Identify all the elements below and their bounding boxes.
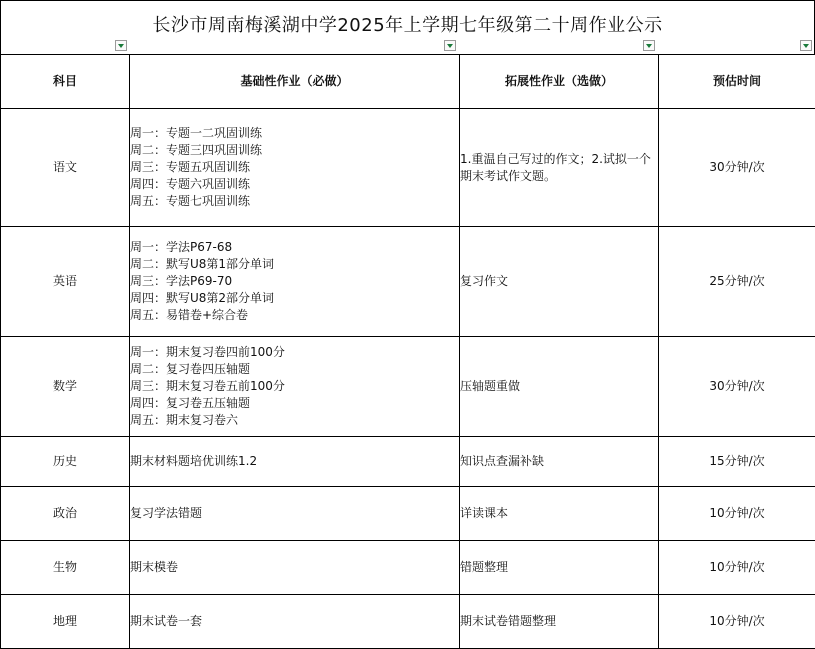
header-subject[interactable]: 科目 [1,55,130,109]
basic-homework-line: 期末模卷 [130,559,459,576]
subject-cell[interactable]: 生物 [1,541,130,595]
table-row [1,337,815,437]
basic-homework-cell[interactable] [130,109,460,227]
basic-homework-line: 周五：专题七巩固训练 [130,193,459,210]
extended-homework-cell[interactable] [460,487,659,541]
table-row [1,437,815,487]
basic-homework-cell[interactable] [130,337,460,437]
extended-homework-cell[interactable] [460,541,659,595]
extended-homework-text: 知识点查漏补缺 [460,453,658,470]
basic-homework-line: 周五：期末复习卷六 [130,412,459,429]
dropdown-arrow-icon [803,44,809,48]
header-basic[interactable]: 基础性作业（必做） [130,55,460,109]
estimated-time-cell[interactable]: 10分钟/次 [659,487,815,541]
extended-homework-cell[interactable] [460,227,659,337]
table-row [1,487,815,541]
header-time[interactable]: 预估时间 [659,55,815,109]
subject-cell[interactable]: 数学 [1,337,130,437]
header-row [1,55,815,109]
dropdown-arrow-icon [118,44,124,48]
extended-homework-cell[interactable] [460,109,659,227]
estimated-time-cell[interactable]: 25分钟/次 [659,227,815,337]
basic-homework-line: 周二：复习卷四压轴题 [130,361,459,378]
extended-homework-text: 详读课本 [460,505,658,522]
estimated-time-cell[interactable]: 30分钟/次 [659,337,815,437]
extended-homework-text: 1.重温自己写过的作文；2.试拟一个期末考试作文题。 [460,151,658,185]
basic-homework-line: 周三：期末复习卷五前100分 [130,378,459,395]
page-title: 长沙市周南梅溪湖中学2025年上学期七年级第二十周作业公示 [152,11,662,37]
basic-homework-line: 期末试卷一套 [130,613,459,630]
basic-homework-line: 期末材料题培优训练1.2 [130,453,459,470]
filter-button-subject[interactable] [115,40,127,51]
basic-homework-cell[interactable] [130,227,460,337]
extended-homework-text: 错题整理 [460,559,658,576]
table-row [1,227,815,337]
basic-homework-line: 周四：复习卷五压轴题 [130,395,459,412]
basic-homework-cell[interactable] [130,541,460,595]
subject-cell[interactable]: 地理 [1,595,130,649]
extended-homework-text: 期末试卷错题整理 [460,613,658,630]
table-row [1,109,815,227]
basic-homework-line: 周五：易错卷+综合卷 [130,307,459,324]
filter-button-time[interactable] [800,40,812,51]
filter-button-extended[interactable] [643,40,655,51]
header-extended[interactable]: 拓展性作业（选做） [460,55,659,109]
estimated-time-cell[interactable]: 10分钟/次 [659,595,815,649]
basic-homework-line: 周四：默写U8第2部分单词 [130,290,459,307]
estimated-time-cell[interactable]: 15分钟/次 [659,437,815,487]
extended-homework-text: 复习作文 [460,273,658,290]
table-row [1,541,815,595]
estimated-time-cell[interactable]: 30分钟/次 [659,109,815,227]
basic-homework-line: 周三：专题五巩固训练 [130,159,459,176]
extended-homework-cell[interactable] [460,337,659,437]
basic-homework-cell[interactable] [130,595,460,649]
subject-cell[interactable]: 历史 [1,437,130,487]
basic-homework-line: 周二：专题三四巩固训练 [130,142,459,159]
basic-homework-line: 周三：学法P69-70 [130,273,459,290]
homework-table [0,54,815,649]
extended-homework-cell[interactable] [460,437,659,487]
subject-cell[interactable]: 英语 [1,227,130,337]
dropdown-arrow-icon [646,44,652,48]
extended-homework-text: 压轴题重做 [460,378,658,395]
basic-homework-cell[interactable] [130,487,460,541]
dropdown-arrow-icon [447,44,453,48]
basic-homework-cell[interactable] [130,437,460,487]
basic-homework-line: 周一：期末复习卷四前100分 [130,344,459,361]
basic-homework-line: 周一：学法P67-68 [130,239,459,256]
filter-button-basic[interactable] [444,40,456,51]
basic-homework-line: 周一：专题一二巩固训练 [130,125,459,142]
extended-homework-cell[interactable] [460,595,659,649]
subject-cell[interactable]: 语文 [1,109,130,227]
table-row [1,595,815,649]
basic-homework-line: 周四：专题六巩固训练 [130,176,459,193]
basic-homework-line: 复习学法错题 [130,505,459,522]
basic-homework-line: 周二：默写U8第1部分单词 [130,256,459,273]
estimated-time-cell[interactable]: 10分钟/次 [659,541,815,595]
subject-cell[interactable]: 政治 [1,487,130,541]
